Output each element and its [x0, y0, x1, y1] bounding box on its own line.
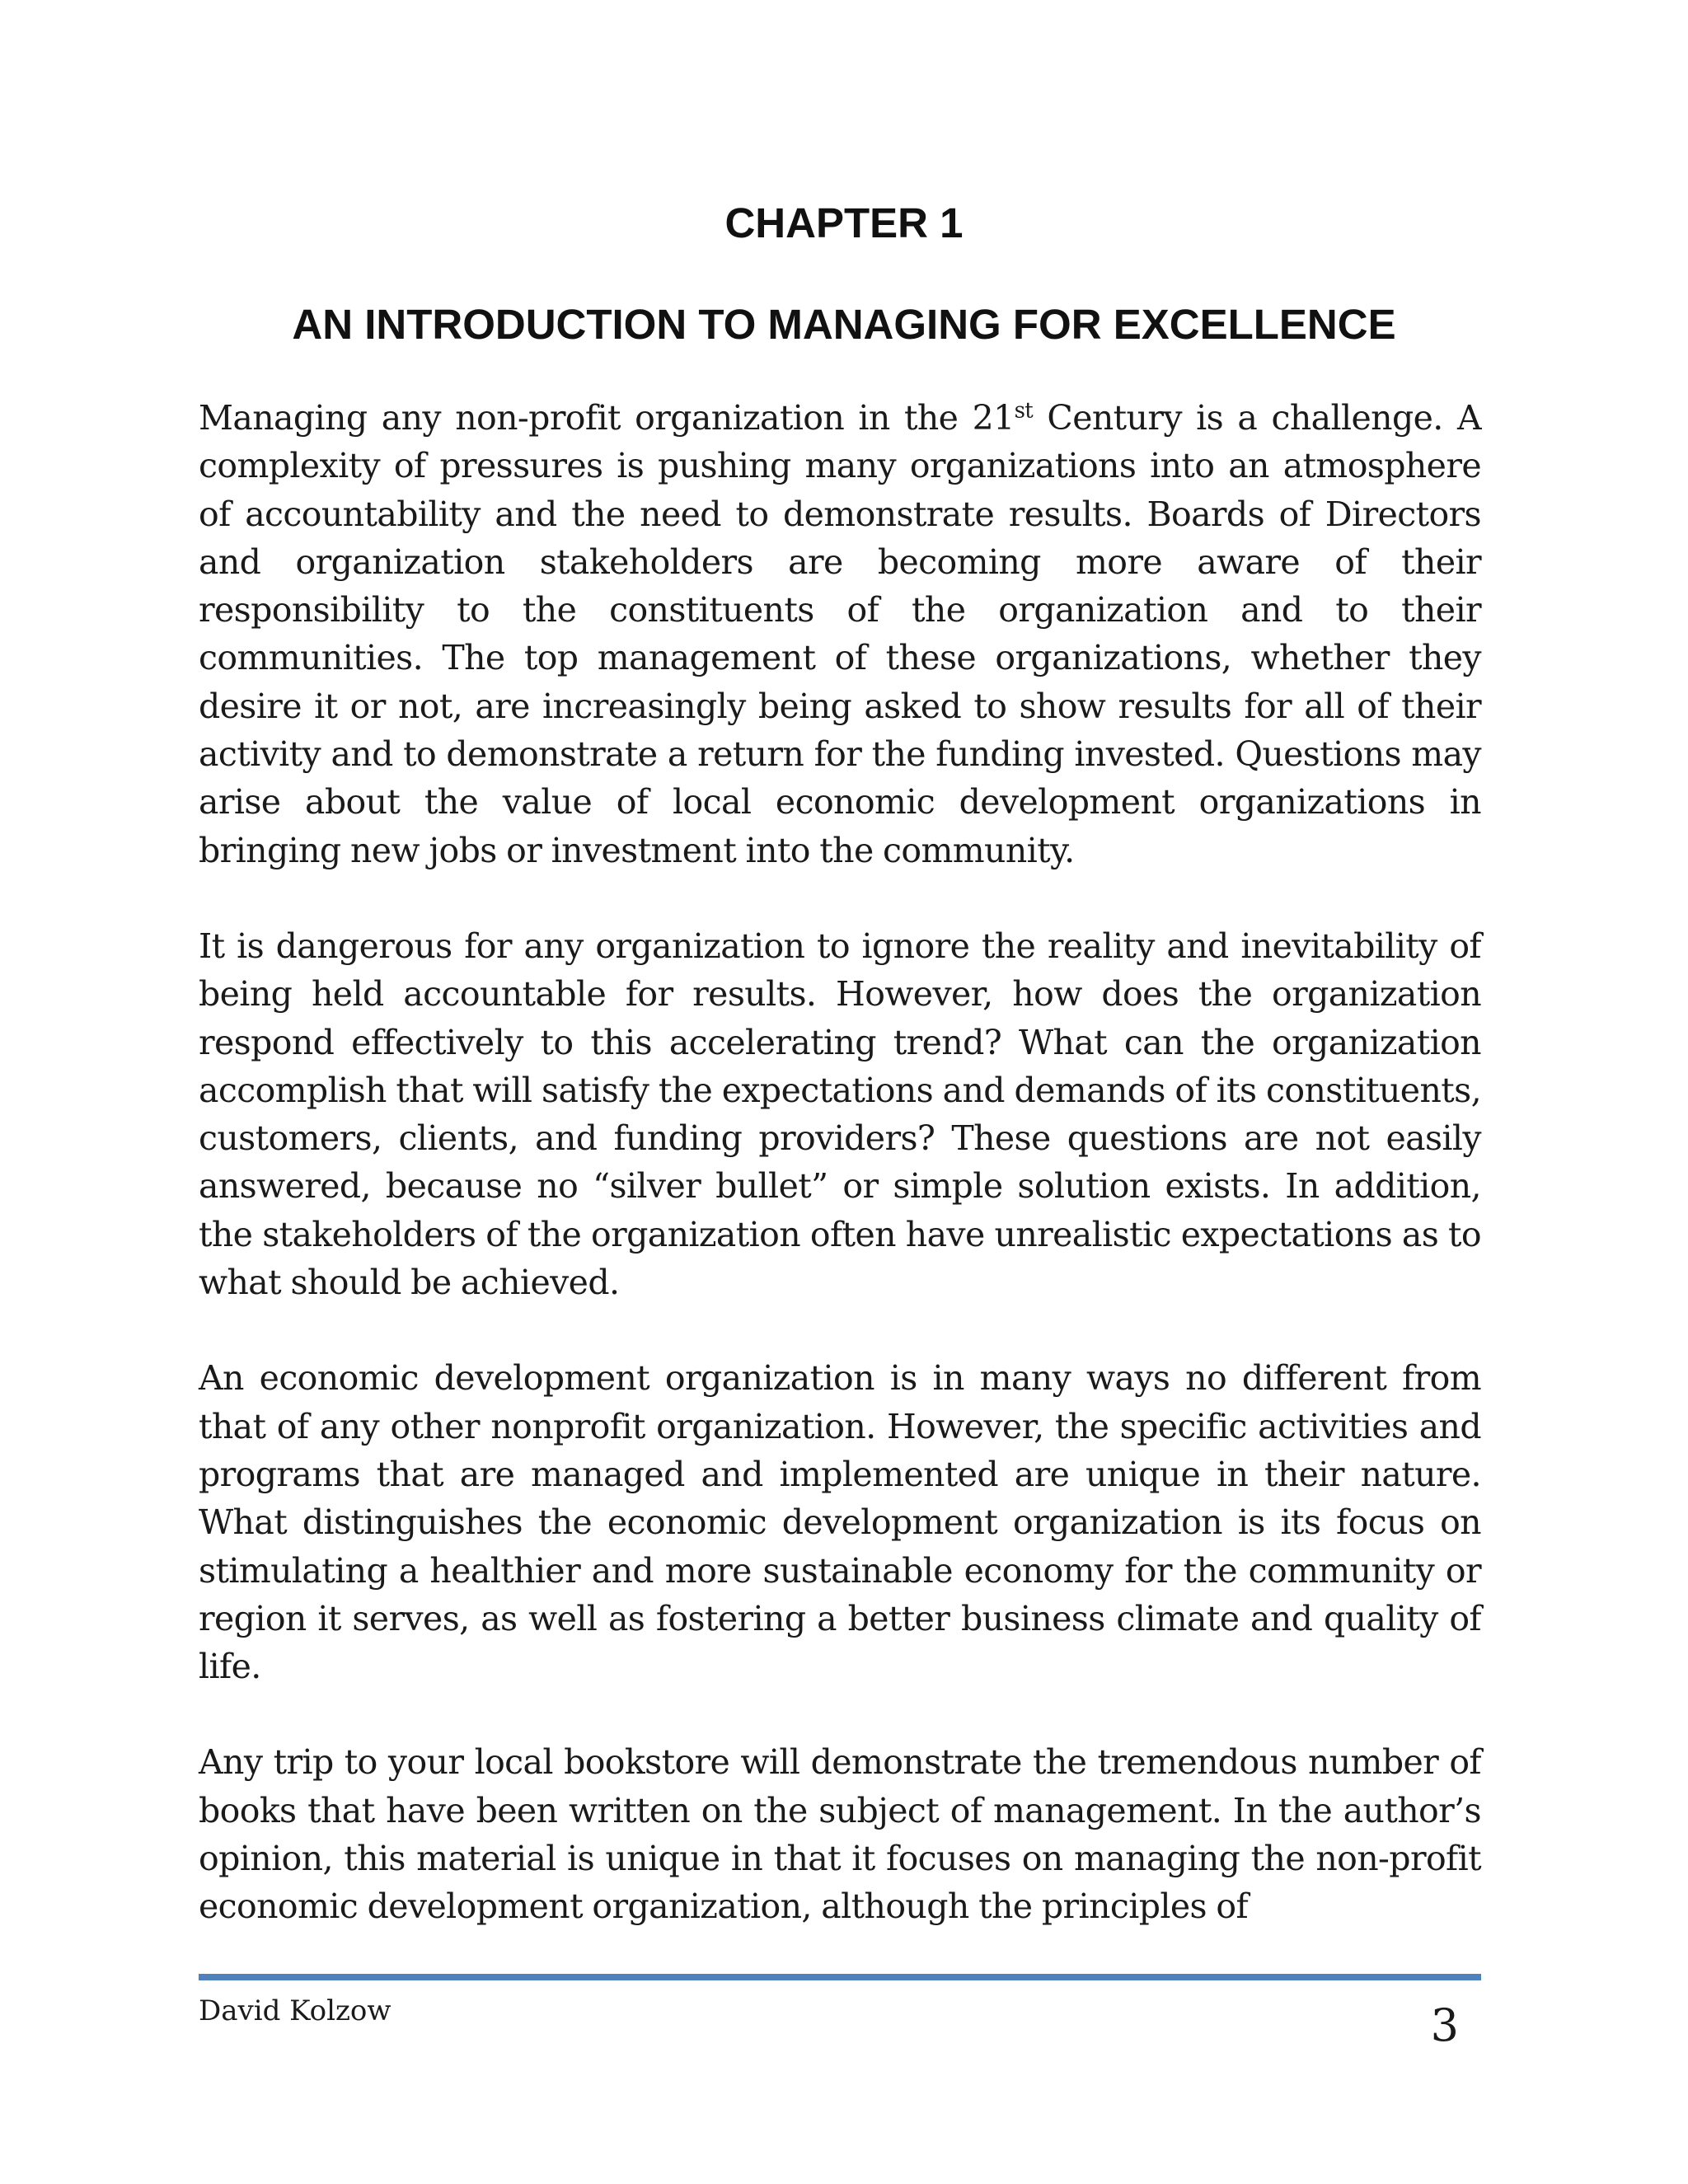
page-number: 3 [1430, 1999, 1459, 2051]
paragraph-3: An economic development organization is in many ways no different from that of any other nonprofit organization. However, the specific activities and programs that are managed and implemented are unique in their nature. What distinguishes the economic development organization is its focus on stimulating a healthier and more sustainable economy for the community or region it serves, as well as fostering a better business climate and quality of life. [199, 1358, 1481, 1687]
footer-author: David Kolzow [199, 1994, 392, 2027]
chapter-title: AN INTRODUCTION TO MANAGING FOR EXCELLENCE [292, 301, 1396, 348]
ordinal-suffix: st [1014, 398, 1034, 424]
paragraph-1-rest: Century is a challenge. A complexity of pressures is pushing many organizations into an atmosphere of accountability and the need to demonstrate results. Boards of Directors and organization stakeholders are becoming more aware of their responsibility to the constituents of the organization and to their communities. The top management of these organizations, whether they desire it or not, are increasingly being asked to show results for all of their activity and to demonstrate a return for the funding invested. Questions may arise about the value of local economic development organizations in bringing new jobs or investment into the community. [199, 398, 1481, 870]
paragraph-4: Any trip to your local bookstore will demonstrate the tremendous number of books that have been written on the subject of management. In the author’s opinion, this material is unique in that it focuses on managing the non-profit economic development organization, although the principles of [199, 1742, 1481, 1927]
paragraph-2: It is dangerous for any organization to ignore the reality and inevitability of being held accountable for results. However, how does the organization respond effectively to this accelerating trend? What can the organization accomplish that will satisfy the expectations and demands of its constituents, customers, clients, and funding providers? These questions are not easily answered, because no “silver bullet” or simple solution exists. In addition, the stakeholders of the organization often have unrealistic expectations as to what should be achieved. [199, 926, 1481, 1303]
paragraph-1-start: Managing any non-profit organization in the 21 [199, 398, 1015, 438]
body-text [199, 394, 1481, 1979]
footer-rule [199, 1974, 1481, 1980]
chapter-label: CHAPTER 1 [724, 199, 964, 246]
paragraph-1 [199, 394, 1481, 874]
